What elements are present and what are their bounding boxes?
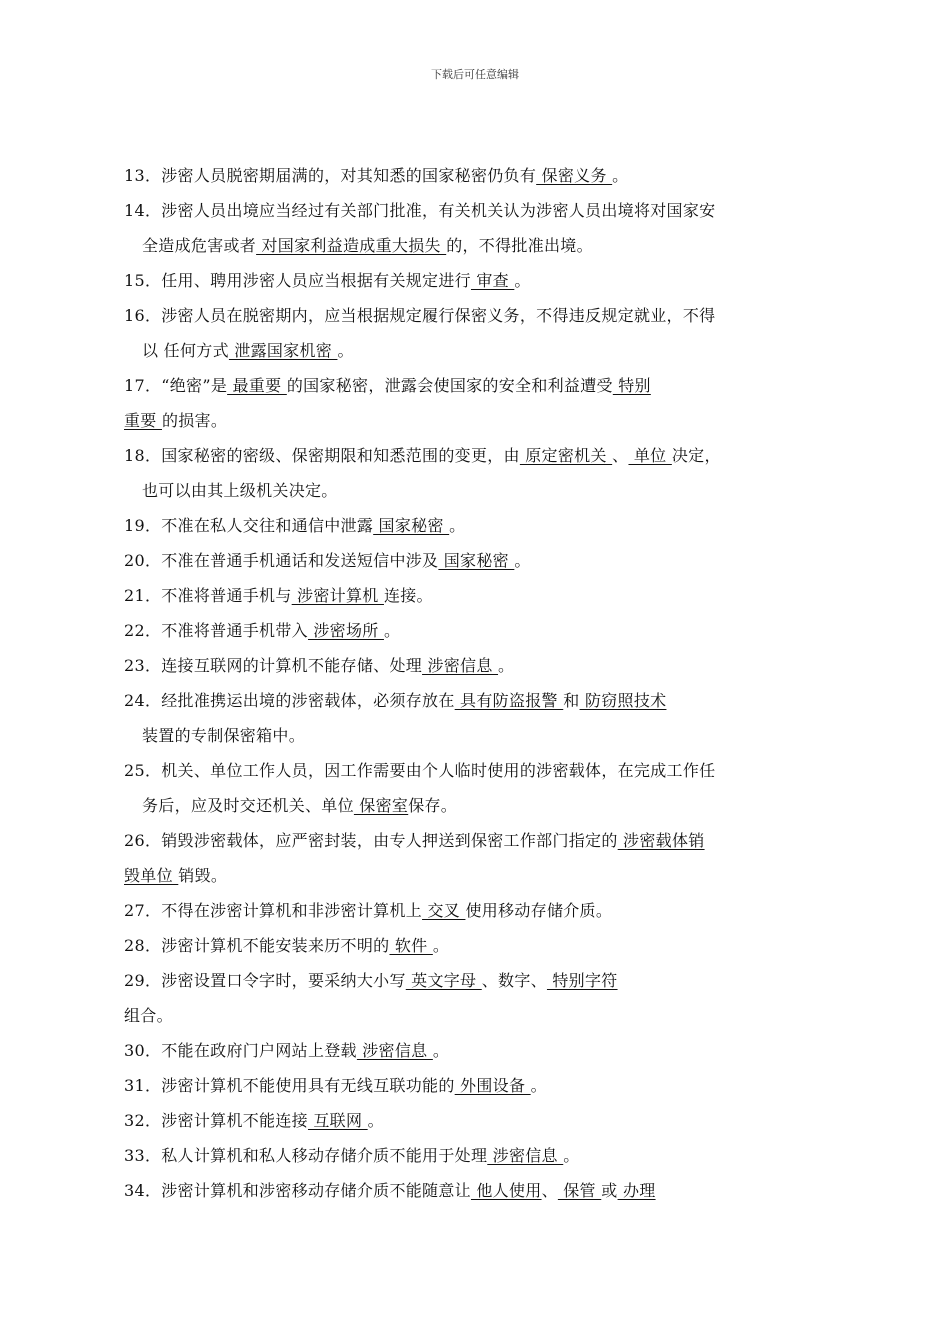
answer-blank: 对国家利益造成重大损失 [256, 236, 447, 255]
line-text: 20．不准在普通手机通话和发送短信中涉及 [124, 551, 439, 570]
answer-blank: 涉密场所 [307, 621, 384, 640]
line-text: 组合。 [124, 1006, 173, 1025]
answer-blank: 原定密机关 [519, 446, 613, 465]
line-text: 也可以由其上级机关决定。 [142, 481, 338, 500]
text-line [124, 823, 836, 858]
answer-blank: 办理 [617, 1181, 656, 1200]
text-line [124, 1068, 836, 1103]
text-line [124, 753, 836, 788]
line-text: 。 [563, 1146, 580, 1165]
line-text: 务后，应及时交还机关、单位 [142, 796, 354, 815]
line-text: 34．涉密计算机和涉密移动存储介质不能随意让 [124, 1181, 471, 1200]
text-line [124, 1173, 836, 1208]
line-text: 19．不准在私人交往和通信中泄露 [124, 516, 374, 535]
line-text: 。 [367, 1111, 384, 1130]
line-text: 33．私人计算机和私人移动存储介质不能用于处理 [124, 1146, 488, 1165]
answer-blank: 涉密载体销 [617, 831, 705, 850]
answer-blank: 涉密信息 [487, 1146, 564, 1165]
line-text: 13．涉密人员脱密期届满的，对其知悉的国家秘密仍负有 [124, 166, 537, 185]
text-line [124, 963, 836, 998]
answer-blank: 审查 [470, 271, 515, 290]
answer-blank: 毁单位 [124, 866, 179, 885]
answer-blank: 重要 [124, 411, 162, 430]
text-line [124, 1138, 836, 1173]
answer-blank: 软件 [389, 936, 433, 955]
line-text: 26．销毁涉密载体，应严密封装，由专人押送到保密工作部门指定的 [124, 831, 618, 850]
line-text: 23．连接互联网的计算机不能存储、处理 [124, 656, 423, 675]
line-text: 、 [612, 446, 629, 465]
text-line [124, 683, 836, 718]
text-line [124, 648, 836, 683]
line-text: 16．涉密人员在脱密期内，应当根据规定履行保密义务，不得违反规定就业，不得 [124, 306, 716, 325]
text-line [124, 403, 836, 438]
text-line [124, 1103, 836, 1138]
answer-blank: 最重要 [227, 376, 287, 395]
text-line [124, 438, 836, 473]
line-text: 29．涉密设置口令字时，要采纳大小写 [124, 971, 406, 990]
line-text: 保存。 [408, 796, 458, 815]
answer-blank: 防窃照技术 [579, 691, 667, 710]
line-text: 17．“绝密”是 [124, 376, 228, 395]
line-text: 。 [514, 271, 531, 290]
answer-blank: 互联网 [307, 1111, 368, 1130]
line-text: 21．不准将普通手机与 [124, 586, 292, 605]
answer-blank: 涉密信息 [422, 656, 499, 675]
text-line [124, 298, 836, 333]
text-line [124, 333, 836, 368]
line-text: 32．涉密计算机不能连接 [124, 1111, 308, 1130]
answer-blank: 国家秘密 [373, 516, 450, 535]
line-text: 。 [432, 1041, 450, 1060]
line-text: 使用移动存储介质。 [465, 901, 613, 920]
line-text: 31．涉密计算机不能使用具有无线互联功能的 [124, 1076, 455, 1095]
text-line [124, 158, 836, 193]
line-text: 销毁。 [178, 866, 228, 885]
document-body [124, 158, 836, 1208]
answer-blank: 特别 [612, 376, 651, 395]
line-text: 30．不能在政府门户网站上登载 [124, 1041, 357, 1060]
answer-blank: 外围设备 [454, 1076, 531, 1095]
line-text: 15．任用、聘用涉密人员应当根据有关规定进行 [124, 271, 471, 290]
text-line [124, 893, 836, 928]
text-line [124, 718, 836, 753]
line-text: 14．涉密人员出境应当经过有关部门批准，有关机关认为涉密人员出境将对国家安 [124, 201, 716, 220]
line-text: 决定， [671, 446, 721, 465]
answer-blank: 单位 [628, 446, 672, 465]
answer-blank: 他人使用 [470, 1181, 542, 1200]
line-text: 。 [612, 166, 629, 185]
line-text: 。 [337, 341, 354, 360]
answer-blank: 涉密计算机 [291, 586, 384, 605]
text-line [124, 578, 836, 613]
text-line [124, 508, 836, 543]
line-text: 。 [498, 656, 515, 675]
line-text: 18．国家秘密的密级、保密期限和知悉范围的变更，由 [124, 446, 520, 465]
answer-blank: 特别字符 [546, 971, 618, 990]
answer-blank: 交叉 [422, 901, 466, 920]
text-line [124, 543, 836, 578]
text-line [124, 193, 836, 228]
line-text: 、数字、 [481, 971, 547, 990]
text-line [124, 858, 836, 893]
line-text: 。 [383, 621, 401, 640]
line-text: 或 [601, 1181, 618, 1200]
text-line [124, 473, 836, 508]
answer-blank: 涉密信息 [356, 1041, 433, 1060]
line-text: 。 [432, 936, 450, 955]
line-text: 、 [541, 1181, 558, 1200]
line-text: 以 任何方式 [142, 341, 229, 360]
text-line [124, 998, 836, 1033]
text-line [124, 788, 836, 823]
text-line [124, 228, 836, 263]
answer-blank: 保密义务 [536, 166, 613, 185]
line-text: 22．不准将普通手机带入 [124, 621, 308, 640]
answer-blank: 保密室 [353, 796, 409, 815]
page-header: 下载后可任意编辑 [431, 68, 519, 81]
line-text: 全造成危害或者 [142, 236, 257, 255]
text-line [124, 928, 836, 963]
line-text: 连接。 [383, 586, 433, 605]
answer-blank: 英文字母 [405, 971, 482, 990]
line-text: 27．不得在涉密计算机和非涉密计算机上 [124, 901, 423, 920]
text-line [124, 368, 836, 403]
answer-blank: 具有防盗报警 [454, 691, 564, 710]
answer-blank: 国家秘密 [438, 551, 515, 570]
answer-blank: 保管 [557, 1181, 602, 1200]
line-text: 25．机关、单位工作人员，因工作需要由个人临时使用的涉密载体，在完成工作任 [124, 761, 716, 780]
line-text: 的损害。 [162, 411, 228, 430]
line-text: 。 [530, 1076, 547, 1095]
line-text: 24．经批准携运出境的涉密载体，必须存放在 [124, 691, 455, 710]
line-text: 和 [563, 691, 580, 710]
answer-blank: 泄露国家机密 [228, 341, 338, 360]
line-text: 。 [514, 551, 531, 570]
line-text: 的，不得批准出境。 [446, 236, 593, 255]
line-text: 的国家秘密，泄露会使国家的安全和利益遭受 [286, 376, 613, 395]
line-text: 。 [449, 516, 466, 535]
text-line [124, 263, 836, 298]
text-line [124, 613, 836, 648]
line-text: 装置的专制保密箱中。 [142, 726, 306, 745]
text-line [124, 1033, 836, 1068]
line-text: 28．涉密计算机不能安装来历不明的 [124, 936, 390, 955]
